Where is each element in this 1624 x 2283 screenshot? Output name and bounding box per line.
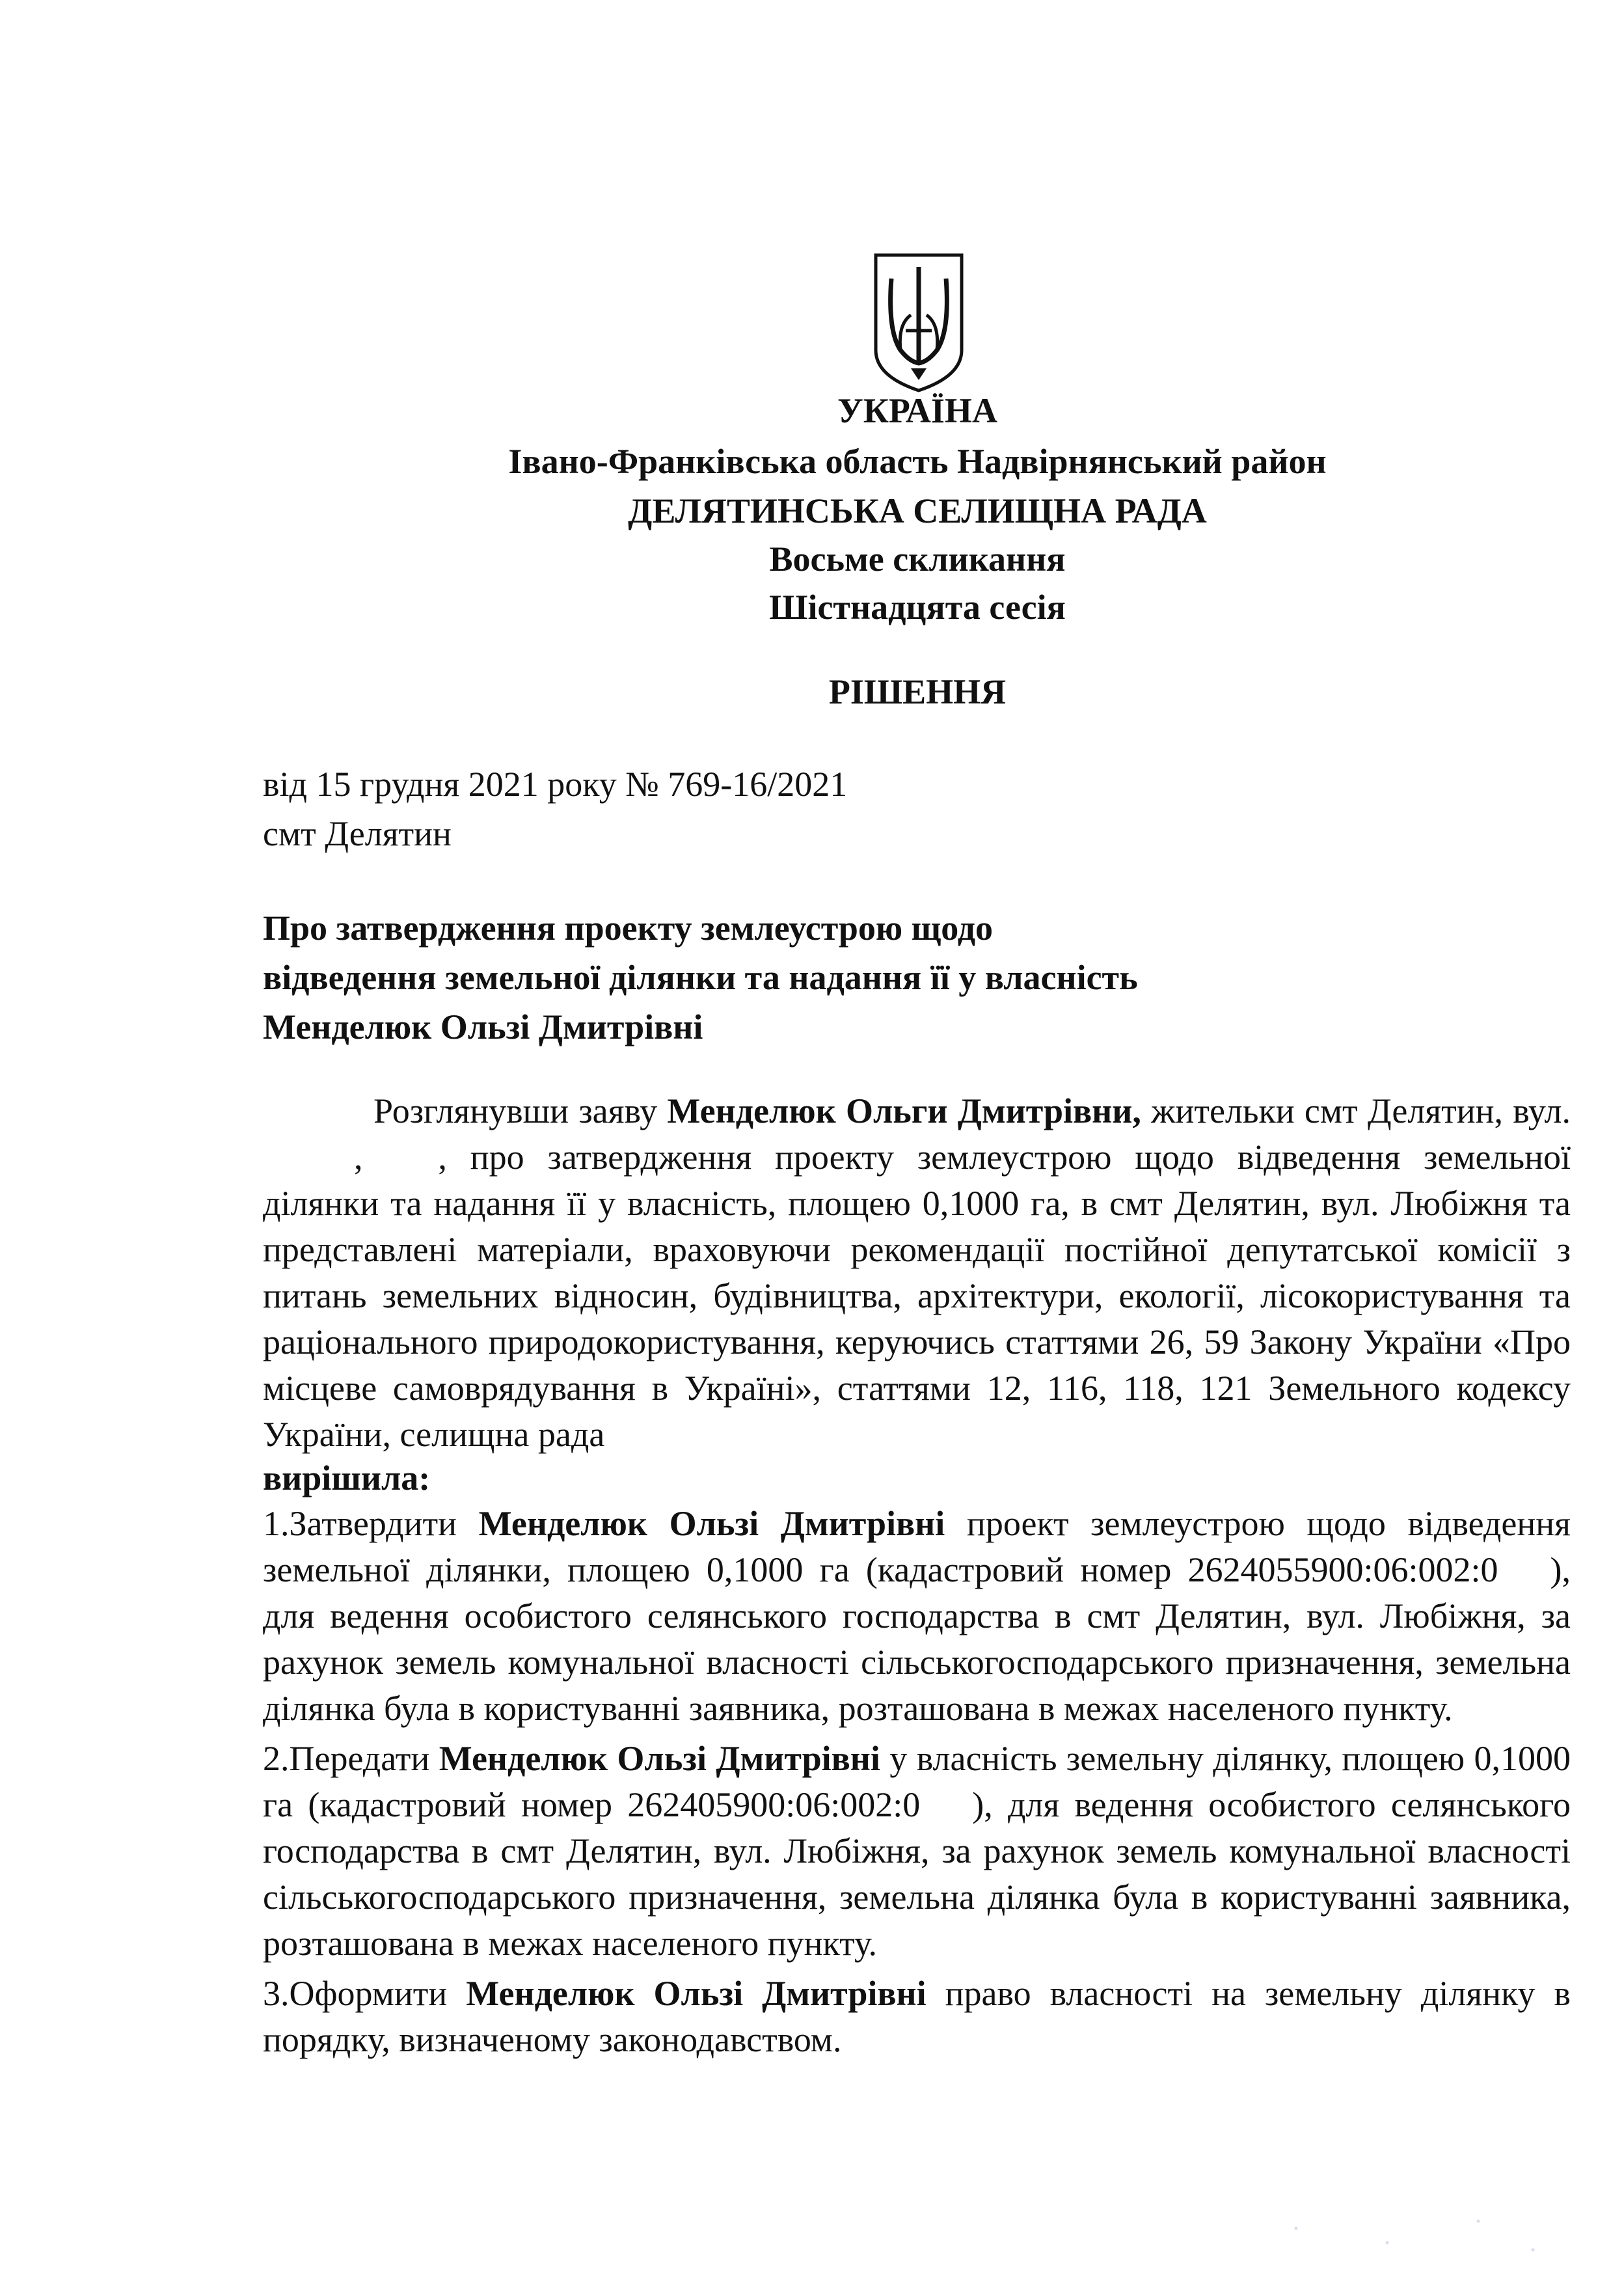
preamble-text: жительки смт Делятин, вул. [1151, 1091, 1571, 1130]
item-text: ), для ведення особистого селянського господарства в смт Делятин, вул. Любіжня, за рахунок земель комунальної власності сільськогосподарського призначення, земельна ділянка була в користуванні заявника, розташована в межах населеного пункту. [263, 1785, 1571, 1963]
item-prefix: 3.Оформити [263, 1974, 448, 2013]
item-name: Менделюк Ользі Дмитрівні [466, 1974, 927, 2013]
subject-line: відведення земельної ділянки та надання її у власність [263, 958, 1138, 997]
item-prefix: 1.Затвердити [263, 1504, 457, 1543]
item-name: Менделюк Ользі Дмитрівні [478, 1504, 945, 1543]
item-text: у власність земельну ділянку, площею 0,1000 га (кадастровий номер 262405900:06:002:0 [263, 1739, 1571, 1824]
subject-line: Менделюк Ользі Дмитрівні [263, 1007, 703, 1046]
country-title: УКРАЇНА [837, 391, 997, 430]
redacted-house-number [386, 1148, 438, 1174]
preamble-lead: Розглянувши заяву [373, 1091, 658, 1130]
region-title: Івано-Франківська область Надвірнянський район [508, 442, 1327, 481]
item-prefix: 2.Передати [263, 1739, 430, 1778]
decision-place: смт Делятин [263, 814, 452, 853]
trident-emblem-icon [872, 253, 966, 393]
subject-line: Про затвердження проекту землеустрою щодо [263, 909, 994, 948]
decision-date-number: від 15 грудня 2021 року № 769-16/2021 [263, 765, 848, 804]
applicant-name: Менделюк Ольги Дмитрівни, [667, 1091, 1141, 1130]
scan-specks [1223, 2200, 1588, 2271]
decision-item [263, 1971, 1571, 2063]
redacted-cadastral-suffix [1498, 1561, 1550, 1587]
preamble-text: , про затвердження проекту землеустрою щодо відведення земельної ділянки та надання її у власність, площею 0,1000 га, в смт Делятин, вул. Любіжня та представлені матеріали, враховуючи рекомендації постійної депутатської комісії з питань земельних відносин, будівництва, архітектури, екології, лісокористування та раціонального природокористування, керуючись статтями 26, 59 Закону України «Про місцеве самоврядування в Україні», статтями 12, 116, 118, 121 Земельного кодексу України, селищна рада [263, 1138, 1571, 1454]
preamble-paragraph [263, 1088, 1571, 1458]
redacted-cadastral-suffix [920, 1796, 972, 1822]
preamble-comma: , [354, 1138, 363, 1177]
decision-item [263, 1736, 1571, 1967]
council-title: ДЕЛЯТИНСЬКА СЕЛИЩНА РАДА [628, 491, 1207, 530]
redacted-street [263, 1148, 354, 1174]
decision-item [263, 1501, 1571, 1732]
session-title: Шістнадцята сесія [769, 588, 1066, 627]
decision-subject [263, 903, 1138, 1052]
item-text: право власності на земельну ділянку в порядку, визначеному законодавством. [263, 1974, 1571, 2059]
item-name: Менделюк Ользі Дмитрівні [439, 1739, 880, 1778]
decision-items [263, 1501, 1571, 2067]
decided-label: вирішила: [263, 1458, 431, 1497]
item-text: проект землеустрою щодо відведення земельної ділянки, площею 0,1000 га (кадастровий номер 2624055900:06:002:0 [263, 1504, 1571, 1589]
convocation-title: Восьме скликання [769, 540, 1066, 579]
document-type-title: РІШЕННЯ [828, 672, 1007, 711]
item-text: ), для ведення особистого селянського господарства в смт Делятин, вул. Любіжня, за рахунок земель комунальної власності сільськогосподарського призначення, земельна ділянка була в користуванні заявника, розташована в межах населеного пункту. [263, 1550, 1571, 1728]
